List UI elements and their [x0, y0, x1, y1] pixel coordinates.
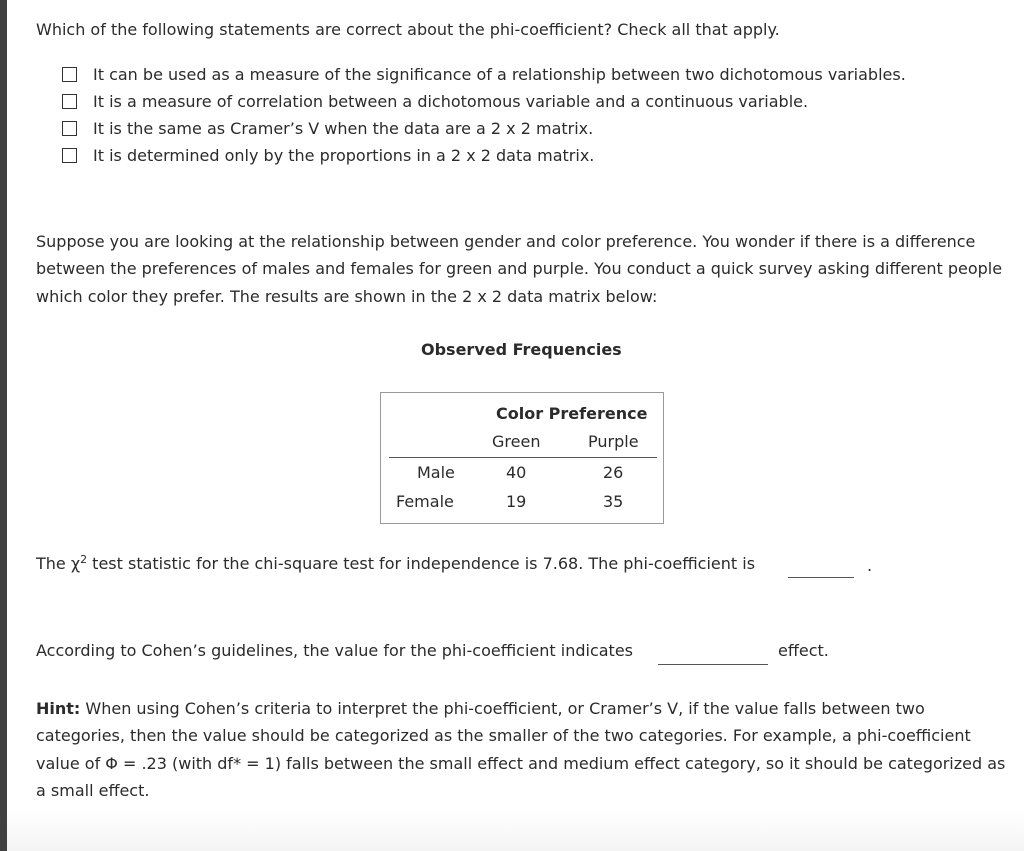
table-header: Color Preference — [496, 404, 648, 423]
left-edge-bar — [0, 0, 7, 851]
option-3-checkbox[interactable] — [62, 121, 77, 136]
option-4-checkbox[interactable] — [62, 148, 77, 163]
chi-prefix: The χ — [36, 554, 81, 573]
hint-text: When using Cohen’s criteria to interpret the phi-coefficient, or Cramer’s V, if the value falls between two categories, then the value should be categorized as the smaller of the two categories. For example, a phi-coefficient value of Φ = .23 (with df* = 1) falls between the small effect and medium effect category, so it should be categorized as a small effect. — [36, 699, 1006, 800]
option-2-label: It is a measure of correlation between a dichotomous variable and a continuous variable. — [93, 92, 809, 111]
option-1[interactable] — [62, 61, 906, 88]
option-4-label: It is determined only by the proportions in a 2 x 2 data matrix. — [93, 146, 595, 165]
cohen-suffix: effect. — [778, 641, 829, 660]
chi-suffix: . — [867, 556, 873, 575]
scenario-text: Suppose you are looking at the relationship between gender and color preference. You wonder if there is a difference between the preferences of males and females for green and purple. You conduct a quick survey asking different people which color they prefer. The results are shown in the 2 x 2 data matrix below: — [36, 232, 1003, 306]
hint-paragraph — [36, 695, 1011, 804]
option-2[interactable] — [62, 88, 906, 115]
row-label-female: Female — [396, 492, 454, 511]
phi-coefficient-input[interactable] — [788, 577, 854, 578]
hint-label: Hint: — [36, 699, 81, 718]
frequency-table — [380, 392, 664, 524]
options-list — [62, 61, 906, 169]
option-3-label: It is the same as Cramer’s V when the data are a 2 x 2 matrix. — [93, 119, 594, 138]
option-2-checkbox[interactable] — [62, 94, 77, 109]
option-1-checkbox[interactable] — [62, 67, 77, 82]
cell-female-green: 19 — [506, 492, 527, 511]
option-4[interactable] — [62, 142, 906, 169]
effect-size-dropdown[interactable] — [658, 664, 768, 665]
cell-female-purple: 35 — [603, 492, 624, 511]
chi-text: test statistic for the chi-square test for independence is 7.68. The phi-coefficient is — [87, 554, 756, 573]
chi-square-sentence — [36, 554, 755, 573]
option-3[interactable] — [62, 115, 906, 142]
chi-superscript: 2 — [80, 553, 88, 566]
table-title: Observed Frequencies — [421, 340, 622, 359]
column-header-green: Green — [492, 432, 541, 451]
table-rule — [389, 457, 657, 458]
cell-male-purple: 26 — [603, 463, 624, 482]
cohen-text: According to Cohen’s guidelines, the value for the phi-coefficient indicates — [36, 641, 633, 660]
row-label-male: Male — [417, 463, 455, 482]
bottom-shadow — [7, 811, 1024, 851]
column-header-purple: Purple — [588, 432, 639, 451]
option-1-label: It can be used as a measure of the significance of a relationship between two dichotomous variables. — [93, 65, 906, 84]
cell-male-green: 40 — [506, 463, 527, 482]
question-text: Which of the following statements are correct about the phi-coefficient? Check all that apply. — [36, 20, 780, 39]
cohen-sentence — [36, 641, 633, 660]
